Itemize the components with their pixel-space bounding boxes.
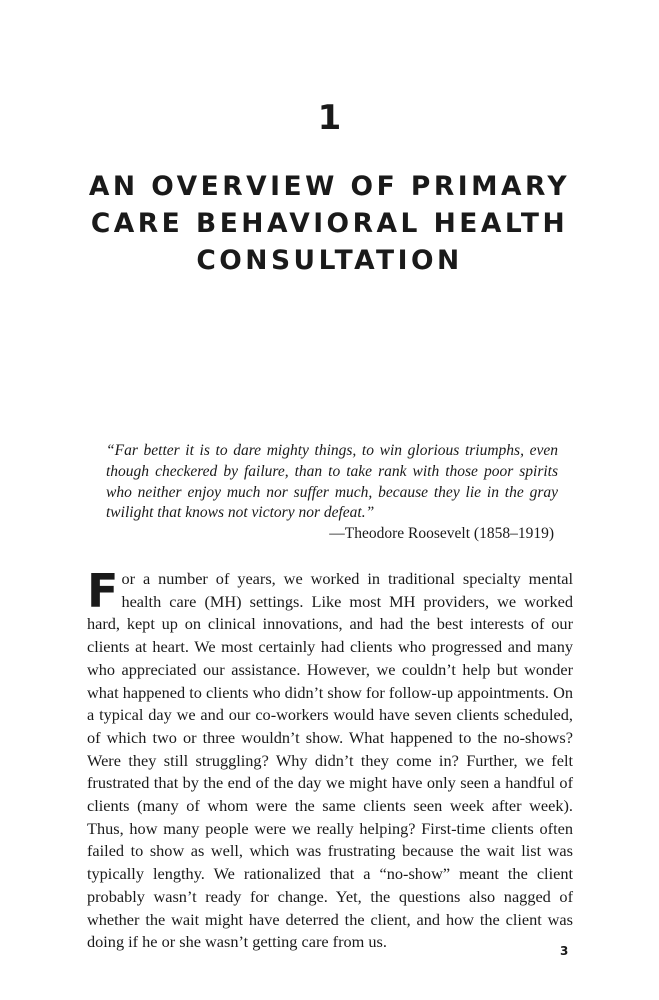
epigraph-quote: “Far better it is to dare mighty things, to win glorious triumphs, even though checkered by failure, than to take rank with those poor spirits who neither enjoy much nor suffer much, because they lie in the gray twilight that knows not victory nor defeat.”	[106, 442, 558, 522]
drop-cap: F	[87, 564, 119, 618]
chapter-title-line-3: CONSULTATION	[196, 245, 463, 276]
chapter-title	[60, 168, 599, 279]
chapter-title-line-2: CARE BEHAVIORAL HEALTH	[90, 208, 569, 239]
chapter-number: 1	[317, 98, 342, 138]
body-text	[87, 564, 573, 954]
epigraph-attribution: —Theodore Roosevelt (1858–1919)	[329, 525, 554, 543]
page-number: 3	[560, 944, 569, 958]
body-paragraph	[87, 564, 573, 954]
chapter-title-line-1: AN OVERVIEW OF PRIMARY	[88, 171, 571, 202]
epigraph	[106, 441, 558, 545]
body-paragraph-text: or a number of years, we worked in traditional specialty mental health care (MH) settings. Like most MH providers, we worked hard, kept up on clinical innovations, and had the best interests of our clients at heart. We most certainly had clients who progressed and many who appreciated our assistance. However, we couldn’t help but wonder what happened to clients who didn’t show for follow-up appointments. On a typical day we and our co-workers would have seven clients scheduled, of which two or three wouldn’t show. What happened to the no-shows? Were they still struggling? Why didn’t they come in? Further, we felt frustrated that by the end of the day we might have only seen a handful of clients (many of whom were the same clients seen week after week). Thus, how many people were we really helping? First-time clients often failed to show as well, which was frustrating because the wait list was typically lengthy. We rationalized that a “no-show” meant the client probably wasn’t ready for change. Yet, the questions also nagged of whether the wait might have deterred the client, and how the client was doing if he or she wasn’t getting care from us.	[87, 569, 573, 952]
